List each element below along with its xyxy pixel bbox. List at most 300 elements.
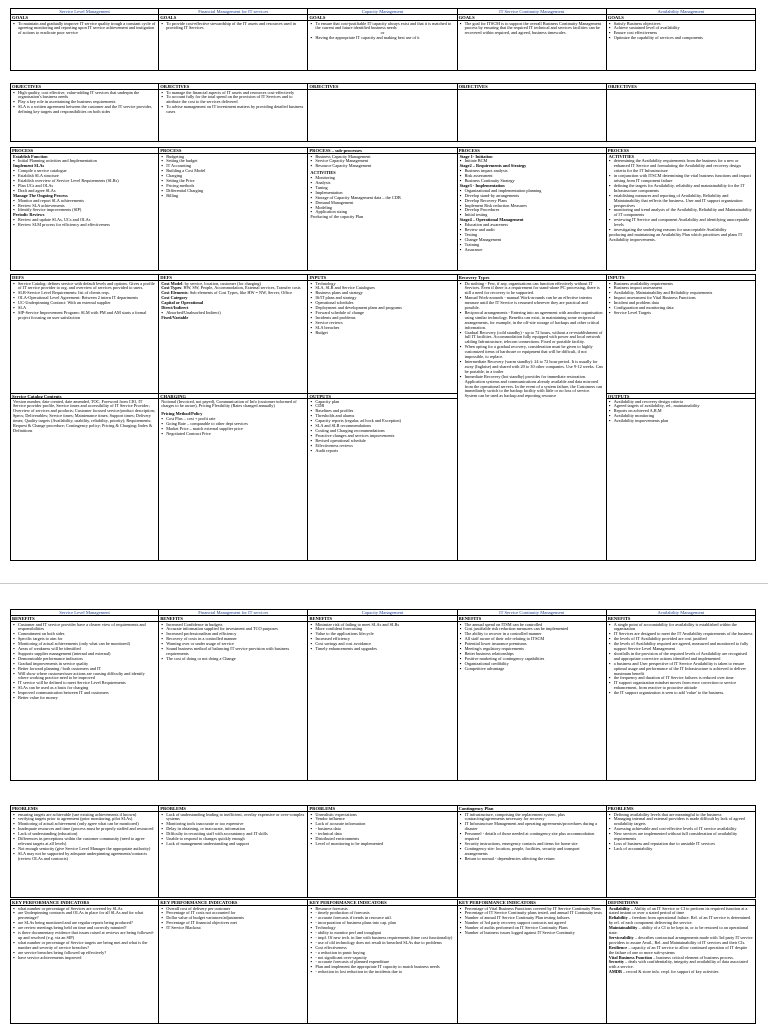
kpi-itscm <box>458 899 607 1024</box>
bullet-list <box>460 907 604 936</box>
list-item: ▪ Minimize risk of failing to meet SLAs and SLRs <box>310 623 454 628</box>
list-item: ▪ Cost savings and cost avoidance <box>310 642 454 647</box>
section-heading: GOALS <box>308 15 456 21</box>
text: Notional (Invoiced, not payed), Communication of Info (customer informed of charges to be aware), Pricing Flexibility (Rates changed annually) <box>161 398 297 409</box>
section-heading: BENEFITS <box>308 616 456 622</box>
list-item: ▪ Monitoring of actual achievement (only agree what can be monitored) <box>13 822 156 827</box>
list-item: ▪ Lack of understanding leading to inefficient, overlay expensive or over-complex systems <box>161 813 305 823</box>
list-item: ▪ investigating the underlying reasons for unacceptable Availability <box>609 228 753 233</box>
or-text: or <box>380 30 385 36</box>
list-item: ▪ Building a Cost Model <box>161 169 305 174</box>
section-heading: CHARGING <box>159 393 307 399</box>
list-item: ▪ establishing measures and reporting of Availability, Reliability and Maintainability that reflects the business, User and IT support organization perspectives <box>609 194 753 209</box>
section-heading: PROCESS <box>159 148 307 154</box>
subheading: Establish Function <box>13 153 48 159</box>
bullet-list <box>13 159 156 164</box>
text: Version number, date created, date amended, TOC, Foreword from CIO, IT Service provider profile, Service times and accessibility of IT Service Provider; Overview of services and products; Customer focused service/product description; Specs; Deliverables; Service times; Maintenance times; Support times; Delivery times; Quality targets (Availability, usability, reliability, priority); Requirements; Request & Change procedure; Contingency policy; Pricing & Charging; Index & Definitions <box>13 398 155 433</box>
list-item: ▪ Business availability requirements <box>609 282 753 287</box>
benefits-row <box>10 609 756 781</box>
bullet-list <box>460 813 604 862</box>
process-itscm <box>458 147 607 271</box>
definition-list <box>609 907 753 976</box>
list-item: ▪ Having the appropriate IT capacity and making best use of it <box>310 36 454 41</box>
list-item: ▪ Charging <box>161 174 305 179</box>
bullet-list <box>161 311 305 316</box>
list-item: ▪ Inadequate resources and time (process must be properly staffed and resourced <box>13 827 156 832</box>
list-item: ▪ Do nothing - Few, if any, organisations can function effectively without IT Services. Even if there is a requirement for stand-alone PC processing, there is still a need for recovery to be supported. <box>460 282 604 297</box>
list-item: ▪ shortfalls in the provision of the required levels of Availability are recognised and appropriate corrective actions identified and implemented <box>609 652 753 662</box>
list-item: ▪ Unable to respond to changes quickly enough <box>161 837 305 842</box>
process-row <box>10 147 756 271</box>
list-item: ▪ CDB <box>310 404 454 409</box>
list-item: ▪ Capacity reports (regular, ad hock and Exception) <box>310 419 454 424</box>
list-item: ▪ When opting for a gradual recovery, consideration must be given to highly customized items of hardware or equipment that will be difficult, if not impossible, to replace. <box>460 345 604 360</box>
list-item: ▪ Value to the applications lifecycle <box>310 632 454 637</box>
section-heading: Contingency Plan <box>458 806 606 812</box>
list-item: ▪ Proactive changes and services improvements <box>310 434 454 439</box>
list-item: ▪ Configuration and monitoring data <box>609 306 753 311</box>
list-item: ▪ To ensure that cost-justifiable IT capacity always exist and that it is matched to the current and future identified business needs <box>310 22 454 32</box>
definition-text: : HW, SW, People, Accommodation, External services, Transfer costs <box>181 285 301 291</box>
list-item: ▪ Forward schedule of change <box>310 311 454 316</box>
column-title: IT Service Continuity Management <box>458 9 606 15</box>
list-item: ▪ are review meetings being held on time and correctly minuted? <box>13 926 156 931</box>
process-slm <box>10 147 159 271</box>
list-item: ▪ Availability and recovery design criteria <box>609 400 753 405</box>
objectives-capacity <box>308 83 457 142</box>
list-item: ▪ Identify Service improvements (SIP) <box>13 208 156 213</box>
inputs-capacity <box>308 274 457 561</box>
bullet-list <box>609 400 753 425</box>
section-heading: DEFINITIONS <box>607 900 755 906</box>
list-item: ▪ SLA breaches <box>310 326 454 331</box>
bottom-sheet <box>10 609 756 1024</box>
list-item: ▪ Revised operational schedule <box>310 439 454 444</box>
list-item: ▪ IT Accounting <box>161 164 305 169</box>
list-item: ▪ Organizational credibility <box>460 662 604 667</box>
kpi-financial <box>159 899 308 1024</box>
section-heading: PROBLEMS <box>308 806 456 812</box>
list-item: ▪ Storage of Capacity Management data – the CDB <box>310 196 454 201</box>
subheading: ACTIVITIES <box>310 170 336 176</box>
goals-financial <box>159 8 308 71</box>
list-item: ▪ Setting the Price <box>161 179 305 184</box>
list-item: ▪ SLA <box>13 306 156 311</box>
list-item: ▪ Capacity plan <box>310 400 454 405</box>
list-item: ▪ Personnel - details of those needed at contingency site plus accommodation required <box>460 832 604 842</box>
bullet-list <box>609 282 753 316</box>
list-item: ▪ Differential Charging <box>161 189 305 194</box>
definition-text: – capacity of an IT service to allow continued operation of IT despite the failure of one or more sub-systems <box>608 944 748 955</box>
bullet-list <box>460 159 604 164</box>
bullet-list <box>460 22 604 37</box>
list-item: ▪ Timely enhancements and upgrades <box>310 647 454 652</box>
list-item: ▪ IT Service Blackout <box>161 926 305 931</box>
kpi-row <box>10 899 756 1024</box>
list-item: ▪ Distributed environments <box>310 837 454 842</box>
list-item: ▪ Dollar value of budget variances/adjustments <box>161 916 305 921</box>
list-item: ▪ High quality, cost effective, value-adding IT services that underpin the organisation's business needs <box>13 91 156 101</box>
defs-slm <box>10 274 159 561</box>
definition-text: – ability of a CI to be kept in, or to be restored to an operational state. <box>608 925 749 936</box>
process-financial <box>159 147 308 271</box>
definition-term: Cost Model <box>161 280 183 286</box>
list-item: ▪ Negotiated Contract Price <box>161 432 305 437</box>
definition-text: – describes contractual arrangements made with 3rd party IT service providers to assure Avail., Rel. and Maintainability of IT services and their CIs. <box>608 934 753 945</box>
list-item: ▪ Availability improvements plan <box>609 419 753 424</box>
list-item: ▪ Develop stand-by arrangements <box>460 194 604 199</box>
list-item: ▪ Establish overview of Service Level Requirements (SLRs) <box>13 179 156 184</box>
kpi-capacity <box>308 899 457 1024</box>
definition-term: AMDB <box>608 969 622 975</box>
list-item: ▪ Budget <box>310 331 454 336</box>
list-item: ▪ Lack of accountability <box>609 847 753 852</box>
list-item: ▪ Warning over or under usage of service <box>161 642 305 647</box>
bullet-list <box>13 907 156 961</box>
section-heading: BENEFITS <box>458 616 606 622</box>
bullet-list <box>13 623 156 702</box>
list-item: ▪ - business data <box>310 827 454 832</box>
goals-availability <box>607 8 756 71</box>
list-item: ▪ Number of annual IT Service Continuity Plan testing failures <box>460 916 604 921</box>
list-item: ▪ Absorbed/Unabsorbed Indirect) <box>161 311 305 316</box>
bullet-list <box>310 400 454 454</box>
list-item: ▪ Cost Plus – cost + profit rate <box>161 417 305 422</box>
bullet-list <box>13 813 156 862</box>
section-heading: OUTPUTS <box>607 393 755 399</box>
list-item: ▪ Thresholds and alarms <box>310 414 454 419</box>
benefits-slm <box>10 609 159 781</box>
list-item: ▪ Plan UCs and OLAs <box>13 184 156 189</box>
subheading: Stage4 – Operational Management <box>459 217 524 223</box>
list-item: ▪ - a reduction in panic buying <box>310 951 454 956</box>
section-heading: KEY PERFORMANCE INDICATORS <box>458 900 606 906</box>
list-item: ▪ Service Catalog: defines service with default levels and options. Gives a profile of IT service provider to org. and overview of services provided to users. <box>13 282 156 292</box>
section-heading: OBJECTIVES <box>308 84 456 90</box>
list-item: ▪ To manage the financial aspects of IT assets and resources cost-effectively <box>161 91 305 96</box>
list-item: ▪ Effectiveness reviews <box>310 444 454 449</box>
list-item: ▪ Market Price – match external supplier price <box>161 427 305 432</box>
benefits-financial <box>159 609 308 781</box>
page-divider <box>0 583 768 584</box>
subheading: ACTIVITIES <box>608 153 635 159</box>
list-item: ▪ a business and User perspective of IT Service Availability is taken to ensure optimal usage and performance of the IT Infrastructure is achieved to deliver maximum benefit <box>609 662 753 677</box>
list-item: ▪ Difficulty in recruiting staff with accountancy and IT skills <box>161 832 305 837</box>
list-item: ▪ Overall cost of delivery per customer <box>161 907 305 912</box>
list-item: ▪ Costing and Charging recommendations <box>310 429 454 434</box>
list-item: ▪ Plan and implement the appropriate IT capacity to match business needs <box>310 965 454 970</box>
list-item: ▪ SLA is a written agreement between the customer and the IT service provider, defining key targets and responsibilities on both sides <box>13 105 156 115</box>
list-item: ▪ Impact assessment for Vital Business Functions <box>609 296 753 301</box>
problems-row <box>10 805 756 898</box>
list-item: ▪ To provide cost-effective stewardship of the IT assets and resources used in providing IT Services <box>161 22 305 32</box>
section-heading: PROBLEMS <box>11 806 158 812</box>
list-item: ▪ Increased professionalism and efficiency <box>161 632 305 637</box>
list-item: ▪ Demonstrable performance indicators <box>13 657 156 662</box>
list-item: ▪ Potential lower insurance premiums <box>460 642 604 647</box>
list-item: ▪ Vendor influence <box>310 817 454 822</box>
goals-row <box>10 8 756 71</box>
list-item: ▪ - reduction in lost reduction in the incidents due to <box>310 970 454 975</box>
list-item: ▪ To account fully for the total spend on the provision of IT Services and to attribute the cost to the services delivered <box>161 95 305 105</box>
list-item: ▪ Assurance <box>460 248 604 253</box>
problems-availability <box>607 805 756 898</box>
list-item: ▪ Resource Capacity Management <box>310 164 454 169</box>
list-item: ▪ Incidents and problems <box>310 316 454 321</box>
section-heading: GOALS <box>159 15 307 21</box>
list-item: ▪ defining the targets for Availability, reliability and maintainability for the IT Infrastructure components <box>609 184 753 194</box>
list-item: ▪ Initial Planning activities and Implementation <box>13 159 156 164</box>
list-item: ▪ Loss of business and reputation due to unstable IT services <box>609 842 753 847</box>
list-item: ▪ Compile a service catalogue <box>13 169 156 174</box>
list-item: ▪ The cost of doing or not doing a Change <box>161 657 305 662</box>
list-item: ▪ SLA, SLR and Service Catalogues <box>310 286 454 291</box>
list-item: ▪ IT service will be defined to meet Service Level Requirements <box>13 681 156 686</box>
goals-itscm <box>458 8 607 71</box>
bullet-list <box>161 22 305 32</box>
list-item: ▪ All staff aware of their role relating to ITSCM <box>460 637 604 642</box>
list-item: ▪ Increased efficiency <box>310 637 454 642</box>
definition-text: : Sub elements of Cost Types, like HW = NW, Server, Office <box>187 290 293 296</box>
list-item: ▪ - impl. Of new tech. in line with business requirements (time cost functionality) <box>310 936 454 941</box>
column-title: Availability Management <box>607 9 755 15</box>
bullet-list <box>13 282 156 321</box>
objectives-slm <box>10 83 159 142</box>
list-item: ▪ Audit reports <box>310 449 454 454</box>
bullet-list <box>13 22 156 37</box>
bullet-list <box>310 813 454 847</box>
list-item: ▪ Initial testing <box>460 213 604 218</box>
list-item: ▪ The annual spend on ITSM can be controlled <box>460 623 604 628</box>
list-item: ▪ Monitoring of actual achievements (only what can be monitored) <box>13 642 156 647</box>
list-item: ▪ SLR-Service Level Requirements: list of clients reqs. <box>13 291 156 296</box>
list-item: ▪ Tuning <box>310 186 454 191</box>
list-item: ▪ Operational schedules <box>310 301 454 306</box>
list-item: ▪ - technical data <box>310 832 454 837</box>
list-item: ▪ Review SLA achievements <box>13 204 156 209</box>
section-heading: OUTPUTS <box>308 393 456 399</box>
defs-financial <box>159 274 308 561</box>
section-heading: OBJECTIVES <box>11 84 158 90</box>
text: producing and maintaining an Availability Plan which prioritises and plans IT Availability improvements. <box>608 232 743 242</box>
list-item: ▪ Better value for money <box>13 696 156 701</box>
list-item: ▪ Return to normal - dependencies affecting the return <box>460 857 604 862</box>
list-item: ▪ Service Level Targets <box>609 311 753 316</box>
list-item: ▪ reviewing IT Service and component Availability and identifying unacceptable levels <box>609 218 753 228</box>
list-item: ▪ Resource forecasts <box>310 907 454 912</box>
list-item: ▪ IS/IT plans and strategy <box>310 296 454 301</box>
section-heading: BENEFITS <box>607 616 755 622</box>
list-item: ▪ - use of old technology does not result in breached SLAs due to problems <box>310 941 454 946</box>
list-item: ▪ A single point of accountability for availability is established within the organization <box>609 623 753 633</box>
subheading: Periodic Reviews <box>13 212 45 218</box>
definition-term: Capital or Operational <box>161 300 204 306</box>
list-item: ▪ Organizational and implementation planning <box>460 189 604 194</box>
bullet-list <box>161 155 305 199</box>
list-item: ▪ To advise management on IT investment matters by providing detailed business cases <box>161 105 305 115</box>
list-item: ▪ Change Management <box>460 238 604 243</box>
subheading: Stage3 - Implementation <box>459 182 505 188</box>
list-item: ▪ Cost justifiable risk reduction measures can be implemented <box>460 627 604 632</box>
list-item: ▪ Number of audits performed on IT Service Continuity Plans <box>460 926 604 931</box>
section-heading: KEY PERFORMANCE INDICATORS <box>308 900 456 906</box>
bullet-list <box>13 169 156 194</box>
benefits-availability <box>607 609 756 781</box>
bullet-list <box>310 176 454 215</box>
list-item: ▪ the levels of IT Availability provided are cost justified <box>609 637 753 642</box>
list-item: ▪ Contingency site: location, people, facilities, security and transport arrangements <box>460 847 604 857</box>
list-item: ▪ Application sizing <box>310 210 454 215</box>
list-item: ▪ Reports on achieved A,R,M <box>609 409 753 414</box>
list-item: ▪ Competitive advantage <box>460 667 604 672</box>
list-item: ▪ Achieve sustained level of availability <box>609 26 753 31</box>
list-item: ▪ Business Capacity Management <box>310 155 454 160</box>
bullet-list <box>609 159 753 233</box>
benefits-capacity <box>308 609 457 781</box>
text: Producing of the capacity Plan <box>310 214 364 220</box>
list-item: ▪ Cost effectiveness <box>310 946 454 951</box>
definition-text: – business critical element of business process. <box>652 954 734 960</box>
list-item: ▪ Delay in obtaining, or inaccurate, information <box>161 827 305 832</box>
list-item: ▪ UC-Underpinning Contract: With an external supplier <box>13 301 156 306</box>
section-heading: KEY PERFORMANCE INDICATORS <box>159 900 307 906</box>
list-item: ▪ IT Services are designed to meet the IT Availability requirements of the business <box>609 632 753 637</box>
list-item: ▪ Number of 3rd party recovery support contracts not agreed <box>460 921 604 926</box>
list-item: ▪ Service reviews <box>310 321 454 326</box>
list-item: ▪ Setting the budget <box>161 159 305 164</box>
section-heading: Recovery Types <box>458 275 606 281</box>
bullet-list <box>460 169 604 184</box>
list-item: ▪ Testing <box>460 233 604 238</box>
list-item: ▪ Agreed targets of availability, rel., maintainability <box>609 404 753 409</box>
list-item: ▪ Differences in perceptions within the customer community (need to agree relevant targets at all levels) <box>13 837 156 847</box>
list-item: ▪ - accurate forecasts if trends in resource util. <box>310 916 454 921</box>
definition-text: – freedom from operational failure. Rel. of an IT service is determined by rel. of each component delivering the service. <box>608 915 751 926</box>
list-item: ▪ are Underpinning contracts and OLAs in place for all SLAs and for what percentage? <box>13 911 156 921</box>
section-heading: PROCESS – sub-processes <box>308 148 456 154</box>
list-item: ▪ SLA and SLR recommendations <box>310 424 454 429</box>
section-heading: INPUTS <box>607 275 755 281</box>
list-item: ▪ Positive marketing of contingency capabilities <box>460 657 604 662</box>
problems-financial <box>159 805 308 898</box>
list-item: ▪ More confident forecasting <box>310 627 454 632</box>
column-title: Availability Management <box>607 610 755 616</box>
bullet-list <box>310 22 454 32</box>
list-item: ▪ IT Infrastructure Management and operating agreements/procedures during a disaster <box>460 822 604 832</box>
bullet-list <box>310 282 454 336</box>
list-item: ▪ Initiate BCM <box>460 159 604 164</box>
list-item: ▪ Immediate Recovery (hot standby) provides for immediate restoration. Application systems and communications already available and data mirrored from the operational servers. In the event of a system failure, the Customers can immediately switch to the backup facility with little or no loss of service. System can be used as backup and reporting resource <box>460 375 604 400</box>
top-sheet <box>10 8 756 553</box>
list-item: ▪ Pricing methods <box>161 184 305 189</box>
definition-text: : by service, location, customer (for charging) <box>182 280 261 286</box>
list-item: ▪ - timely production of forecasts <box>310 911 454 916</box>
list-item: ▪ Managing internal and external providers is made difficult by lack of agreed availability targets <box>609 817 753 827</box>
bullet-list <box>13 91 156 116</box>
list-item: ▪ Percentage of IT costs not accounted for <box>161 911 305 916</box>
list-item: ▪ Risk assessment <box>460 174 604 179</box>
definition-term: Cost Category <box>161 295 188 301</box>
list-item: ▪ - incorporation of business plans into cap. plan <box>310 921 454 926</box>
list-item: ▪ Ensure cost effectiveness <box>609 31 753 36</box>
objectives-financial <box>159 83 308 142</box>
text: Fixed/Variable <box>161 314 189 320</box>
section-heading: KEY PERFORMANCE INDICATORS <box>11 900 158 906</box>
list-item: ▪ Availability, Maintainability and Reliability requirements <box>609 291 753 296</box>
section-heading: GOALS <box>458 15 606 21</box>
list-item: ▪ Recovery of costs in a controlled manner <box>161 637 305 642</box>
section-heading: OBJECTIVES <box>159 84 307 90</box>
definition-text: – record & store info. reqd. for support of key activities <box>621 969 719 975</box>
list-item: ▪ Going Rate – comparable to other dept services <box>161 422 305 427</box>
section-heading: OBJECTIVES <box>458 84 606 90</box>
recovery-types <box>458 274 607 561</box>
list-item: ▪ Analysis <box>310 181 454 186</box>
contingency-plan <box>458 805 607 898</box>
list-item: ▪ are SLAs being monitored and are regular reports being produced? <box>13 921 156 926</box>
list-item: ▪ Will show where customer/user actions are causing difficulty and identify where working practice need to be improved <box>13 672 156 682</box>
bullet-list <box>310 36 454 41</box>
list-item: ▪ To maintain and gradually improve IT service quality trough a constant cycle of agreeing monitoring and reporting upon IT service achievement and instigation of actions to eradicate poor service <box>13 22 156 37</box>
list-item: ▪ Level of monitoring to be implemented <box>310 842 454 847</box>
list-item: ▪ Accurate information supplied for investment and TCO purposes <box>161 627 305 632</box>
column-title: Financial Management for IT services <box>159 9 307 15</box>
section-heading: GOALS <box>607 15 755 21</box>
list-item: ▪ Technology <box>310 282 454 287</box>
goals-slm <box>10 8 159 71</box>
section-heading: BENEFITS <box>159 616 307 622</box>
list-item: ▪ Not enough seniority (give Service Level Manager the appropriate authority) <box>13 847 156 852</box>
list-item: ▪ Percentage of IT Service Continuity plans tested, and annual IT Continuity tests <box>460 911 604 916</box>
problems-slm <box>10 805 159 898</box>
list-item: ▪ Demand Management <box>310 201 454 206</box>
list-item: ▪ Technology <box>310 926 454 931</box>
list-item: ▪ Commitment on both sides <box>13 632 156 637</box>
list-item: ▪ Increased Confidence in budgets <box>161 623 305 628</box>
bullet-list <box>310 155 454 170</box>
definition-term: Reliability <box>608 915 628 921</box>
list-item: ▪ Percentage of IT financial objectives met <box>161 921 305 926</box>
list-item: ▪ Baselines and profiles <box>310 409 454 414</box>
list-item: ▪ determining the Availability requirements from the business for a new or enhanced IT Service and formulating the Availability and recovery design criteria for the IT Infrastructure <box>609 159 753 174</box>
list-item: ▪ Assessing achievable and cost-effective levels of IT service availability <box>609 827 753 832</box>
bullet-list <box>609 813 753 852</box>
process-availability <box>607 147 756 271</box>
definition-term: Direct/Indirect <box>161 305 189 311</box>
definition-term: Resilience <box>608 944 628 950</box>
subheading: Pricing Method/Policy <box>161 411 203 417</box>
section-heading: INPUTS <box>308 275 456 281</box>
definitions-availability <box>607 899 756 1024</box>
list-item: ▪ - accurate forecasts of planned expenditure <box>310 960 454 965</box>
list-item: ▪ Lack of understanding (education) <box>13 832 156 837</box>
bullet-list <box>460 189 604 218</box>
list-item: ▪ Billing <box>161 194 305 199</box>
bullet-list <box>161 623 305 662</box>
list-item: ▪ Review and audit <box>460 228 604 233</box>
list-item: ▪ Incident and problem data <box>609 301 753 306</box>
list-item: ▪ IT support organization mindset moves from error correction to service enhancement, from reactive to proactive attitude <box>609 681 753 691</box>
list-item: ▪ Gradual Recovery (cold standby) - up to 72 hours, without a re-establishment of full IT facilities. Accommodation fully equipped with power and local network cabling Infrastructure, telecom connections. Fixed or portable facility. <box>460 331 604 346</box>
section-heading: BENEFITS <box>11 616 158 622</box>
list-item: ▪ Develop Recovery Plans <box>460 199 604 204</box>
list-item: ▪ Manual Work-arounds - manual Work-arounds can be an effective interim measure until the IT Service is resumed wherever they are practical and possible. <box>460 296 604 311</box>
column-title: Financial Management for IT services <box>159 610 307 616</box>
list-item: ▪ Education and awareness <box>460 223 604 228</box>
list-item: ▪ Business impact analysis <box>460 169 604 174</box>
list-item: ▪ IT infrastructure, comprising the replacement system, plus contracting/agreements necessary for recovery <box>460 813 604 823</box>
list-item: ▪ Defining availability levels that are meaningful to the business <box>609 813 753 818</box>
